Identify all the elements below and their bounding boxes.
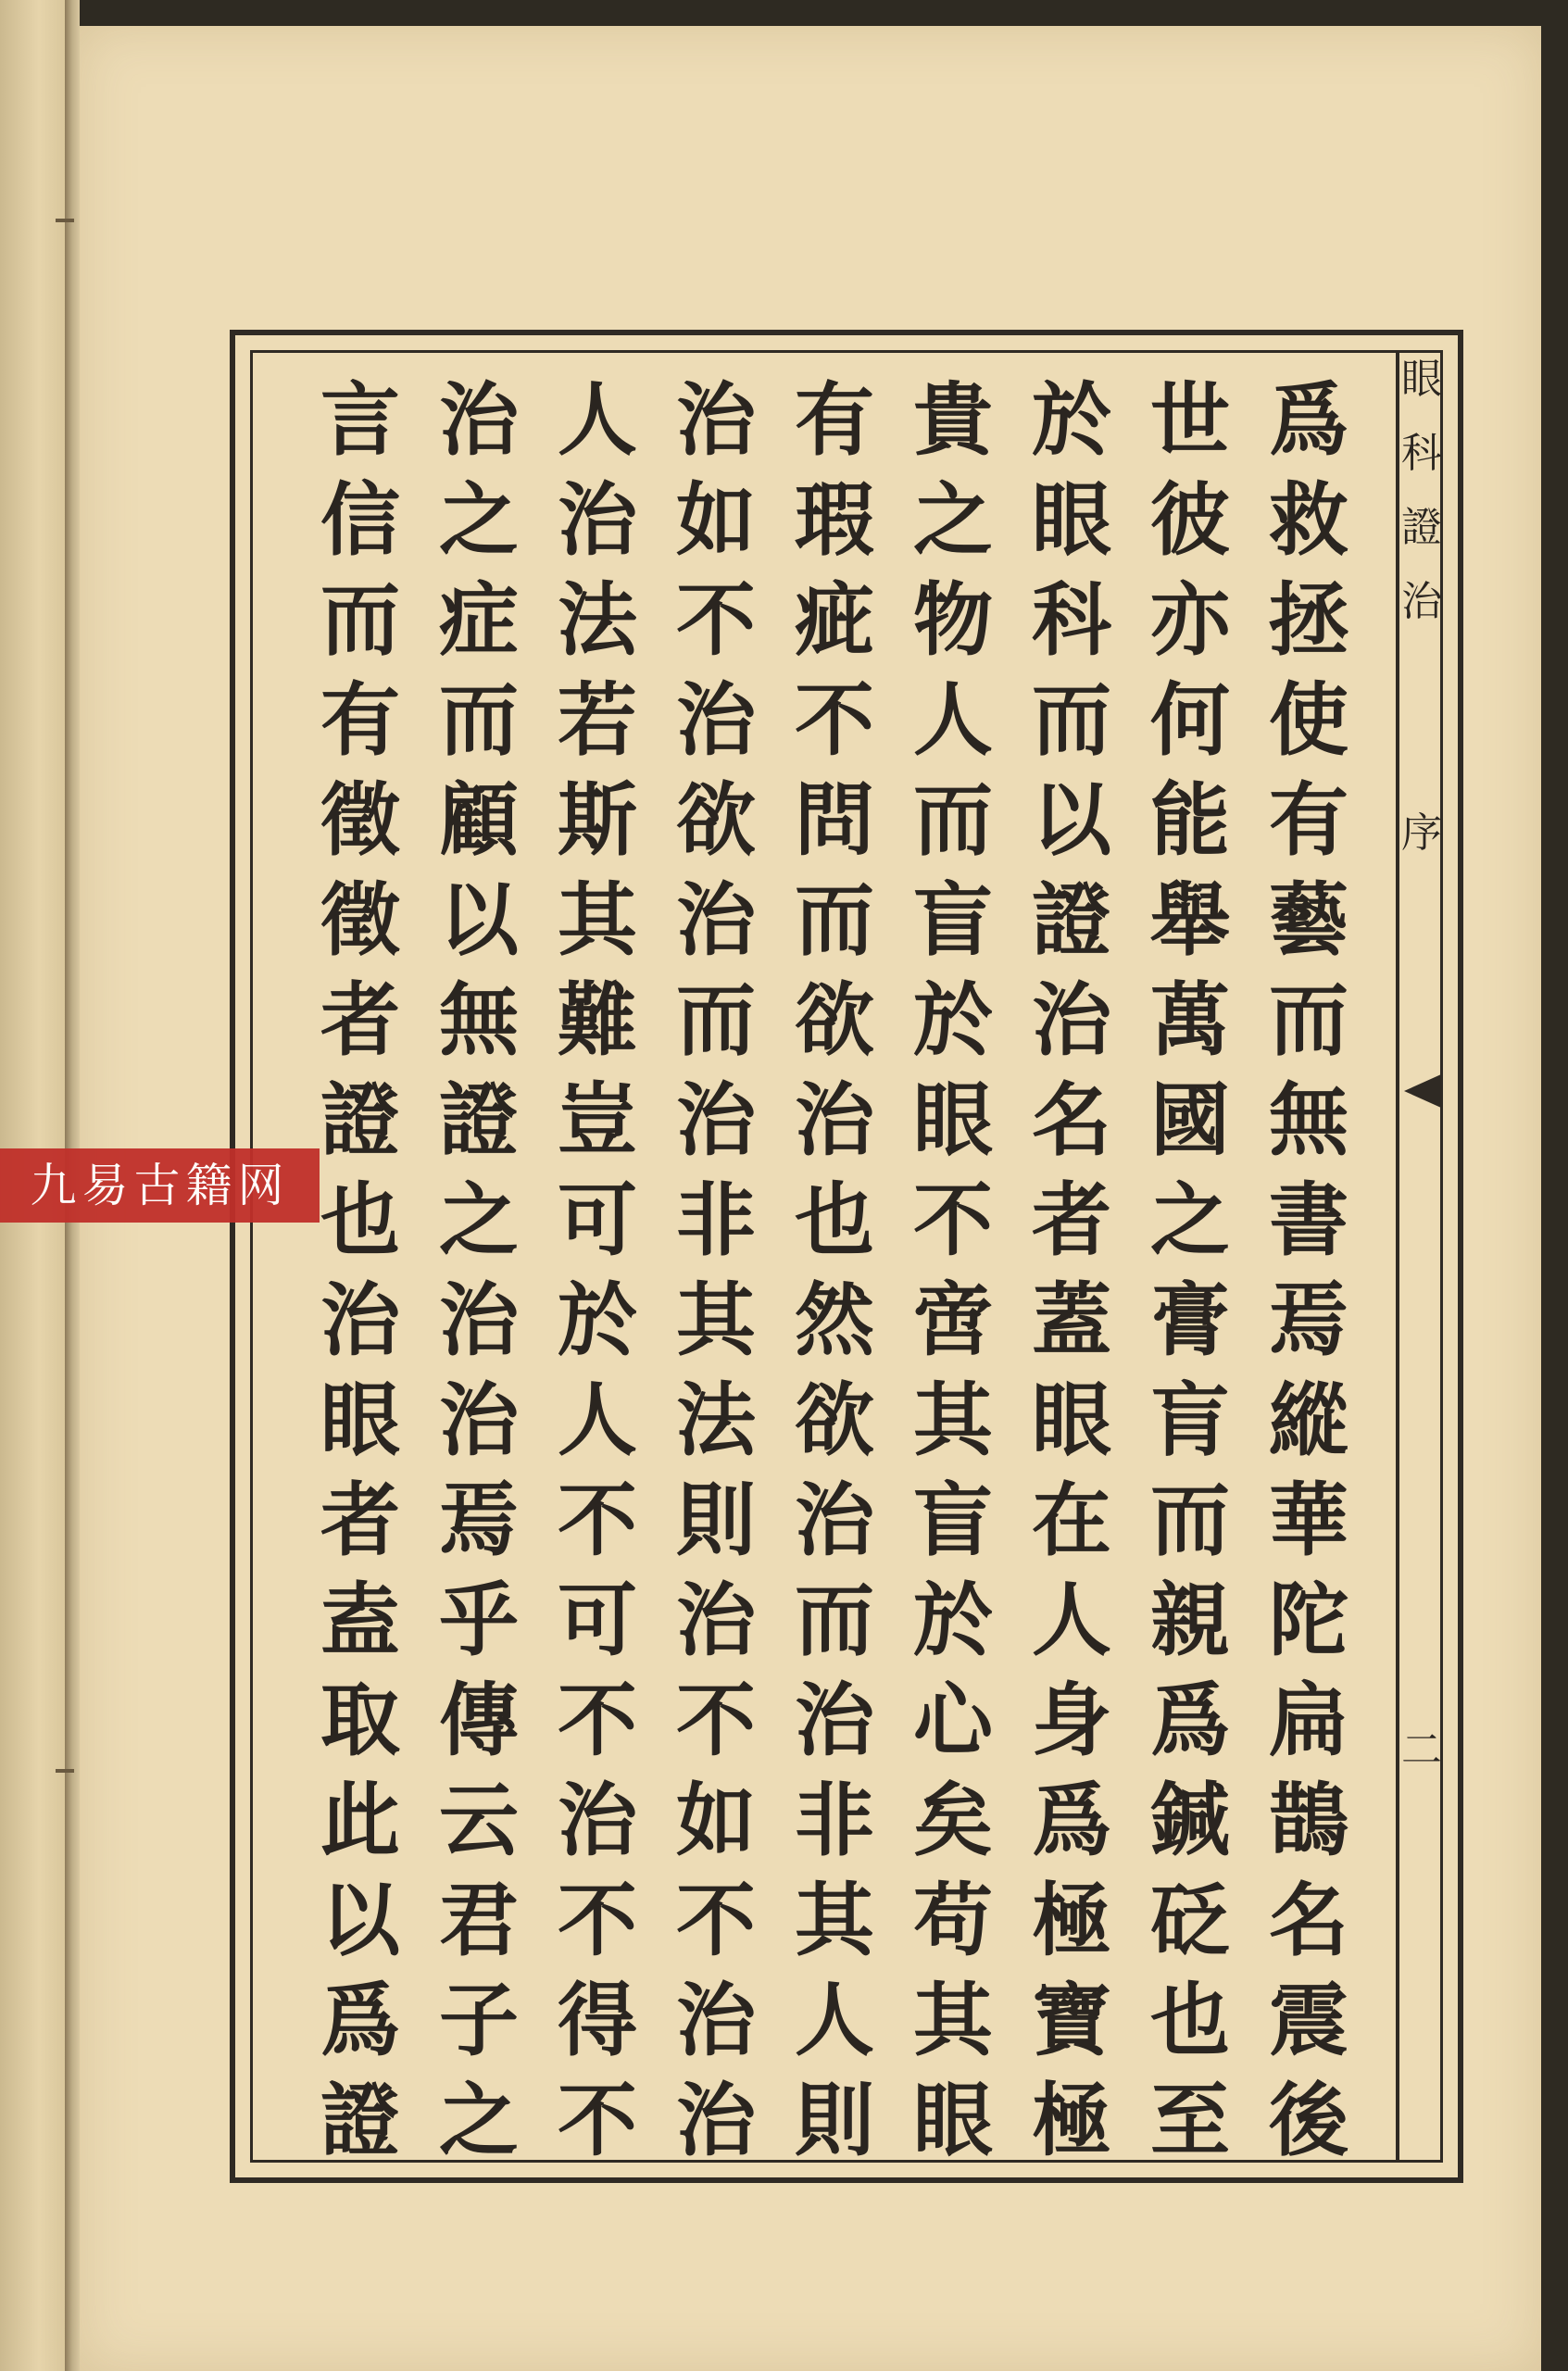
text-char: 欲 <box>795 1374 874 1467</box>
text-char: 縱 <box>1269 1374 1348 1467</box>
text-char: 瑕 <box>795 473 874 567</box>
text-char: 爲 <box>1032 1774 1111 1867</box>
text-char: 藝 <box>1269 873 1348 967</box>
text-char: 在 <box>1032 1474 1111 1567</box>
text-char: 治 <box>676 1073 756 1167</box>
text-char: 治 <box>676 373 756 467</box>
text-char: 治 <box>676 873 756 967</box>
text-char: 不 <box>913 1173 993 1267</box>
text-char: 顧 <box>439 773 519 867</box>
text-column <box>546 370 648 2167</box>
page-number: 二 <box>1401 1726 1442 1774</box>
text-char: 不 <box>558 1874 637 1967</box>
text-char: 可 <box>558 1173 637 1267</box>
text-char: 子 <box>439 1974 519 2067</box>
text-char: 眼 <box>913 2074 993 2167</box>
text-char: 人 <box>558 373 637 467</box>
text-char: 可 <box>558 1574 637 1667</box>
text-column <box>428 370 530 2167</box>
text-char: 症 <box>439 573 519 667</box>
text-char: 有 <box>1269 773 1348 867</box>
text-char: 其 <box>676 1273 756 1367</box>
text-char: 眼 <box>913 1073 993 1167</box>
text-char: 則 <box>676 1474 756 1567</box>
text-char: 焉 <box>439 1474 519 1567</box>
text-column <box>665 370 767 2167</box>
text-char: 彼 <box>1150 473 1230 567</box>
text-column <box>902 370 1004 2167</box>
text-char: 名 <box>1032 1073 1111 1167</box>
text-char: 盲 <box>913 1474 993 1567</box>
text-char: 人 <box>558 1374 637 1467</box>
text-char: 治 <box>795 1073 874 1167</box>
text-char: 而 <box>676 973 756 1067</box>
text-char: 徵 <box>320 773 400 867</box>
text-char: 拯 <box>1269 573 1348 667</box>
header-title-char: 證 <box>1401 504 1442 551</box>
text-char: 也 <box>320 1173 400 1267</box>
text-char: 極 <box>1032 2074 1111 2167</box>
text-char: 有 <box>795 373 874 467</box>
text-column <box>1258 370 1360 2167</box>
text-char: 如 <box>676 473 756 567</box>
text-char: 眼 <box>1032 1374 1111 1467</box>
text-char: 治 <box>439 373 519 467</box>
text-char: 此 <box>320 1774 400 1867</box>
header-title-char: 科 <box>1401 430 1442 477</box>
text-char: 以 <box>320 1874 400 1967</box>
binding-thread <box>56 219 74 222</box>
text-char: 治 <box>320 1273 400 1367</box>
text-char: 何 <box>1150 673 1230 767</box>
text-char: 震 <box>1269 1974 1348 2067</box>
text-char: 治 <box>676 1974 756 2067</box>
text-char: 言 <box>320 373 400 467</box>
text-char: 云 <box>439 1774 519 1867</box>
text-char: 矣 <box>913 1774 993 1867</box>
text-char: 於 <box>913 973 993 1067</box>
text-char: 治 <box>795 1474 874 1567</box>
text-char: 不 <box>795 673 874 767</box>
text-char: 而 <box>795 1574 874 1667</box>
text-char: 世 <box>1150 373 1230 467</box>
header-column-rule <box>1396 350 1399 2163</box>
text-char: 蓋 <box>1032 1273 1111 1367</box>
text-char: 而 <box>1269 973 1348 1067</box>
text-char: 人 <box>1032 1574 1111 1667</box>
text-char: 扁 <box>1269 1674 1348 1767</box>
text-column <box>1021 370 1123 2167</box>
text-char: 非 <box>676 1173 756 1267</box>
text-char: 不 <box>676 1674 756 1767</box>
text-column <box>1139 370 1241 2167</box>
text-char: 焉 <box>1269 1273 1348 1367</box>
text-char: 證 <box>1032 873 1111 967</box>
text-char: 而 <box>320 573 400 667</box>
text-char: 於 <box>558 1273 637 1367</box>
text-char: 治 <box>1032 973 1111 1067</box>
header-section: 序 <box>1401 809 1442 857</box>
binding-thread <box>56 1769 74 1773</box>
text-char: 不 <box>558 1674 637 1767</box>
text-char: 親 <box>1150 1574 1230 1667</box>
text-char: 鵲 <box>1269 1774 1348 1867</box>
text-char: 治 <box>439 1374 519 1467</box>
text-char: 有 <box>320 673 400 767</box>
text-char: 其 <box>558 873 637 967</box>
text-char: 物 <box>913 573 993 667</box>
text-char: 然 <box>795 1273 874 1367</box>
text-char: 至 <box>1150 2074 1230 2167</box>
text-char: 以 <box>1032 773 1111 867</box>
text-char: 法 <box>676 1374 756 1467</box>
text-char: 治 <box>439 1273 519 1367</box>
text-char: 之 <box>439 1173 519 1267</box>
text-char: 證 <box>439 1073 519 1167</box>
text-char: 國 <box>1150 1073 1230 1167</box>
text-char: 也 <box>1150 1974 1230 2067</box>
text-char: 啻 <box>913 1273 993 1367</box>
text-char: 華 <box>1269 1474 1348 1567</box>
text-char: 陀 <box>1269 1574 1348 1667</box>
text-char: 治 <box>795 1674 874 1767</box>
text-char: 者 <box>320 973 400 1067</box>
text-char: 治 <box>558 1774 637 1867</box>
text-char: 徵 <box>320 873 400 967</box>
text-char: 不 <box>558 1474 637 1567</box>
text-char: 不 <box>558 2074 637 2167</box>
text-char: 者 <box>1032 1173 1111 1267</box>
text-char: 無 <box>1269 1073 1348 1167</box>
text-char: 眼 <box>1032 473 1111 567</box>
header-title-char: 治 <box>1401 578 1442 625</box>
text-char: 取 <box>320 1674 400 1767</box>
text-char: 證 <box>320 2074 400 2167</box>
text-char: 眼 <box>320 1374 400 1467</box>
text-char: 而 <box>439 673 519 767</box>
text-char: 爲 <box>1150 1674 1230 1767</box>
text-char: 膏 <box>1150 1273 1230 1367</box>
text-char: 豈 <box>558 1073 637 1167</box>
text-char: 之 <box>1150 1173 1230 1267</box>
text-char: 肓 <box>1150 1374 1230 1467</box>
text-char: 砭 <box>1150 1874 1230 1967</box>
text-char: 之 <box>439 473 519 567</box>
text-char: 盲 <box>913 873 993 967</box>
text-char: 其 <box>913 1974 993 2067</box>
text-char: 後 <box>1269 2074 1348 2167</box>
text-char: 君 <box>439 1874 519 1967</box>
text-char: 如 <box>676 1774 756 1867</box>
fish-tail-mark <box>1404 1074 1441 1108</box>
text-char: 於 <box>913 1574 993 1667</box>
text-char: 名 <box>1269 1874 1348 1967</box>
text-char: 法 <box>558 573 637 667</box>
text-char: 書 <box>1269 1173 1348 1267</box>
text-char: 救 <box>1269 473 1348 567</box>
text-char: 以 <box>439 873 519 967</box>
text-char: 得 <box>558 1974 637 2067</box>
text-char: 而 <box>1150 1474 1230 1567</box>
text-char: 者 <box>320 1474 400 1567</box>
text-char: 不 <box>676 1874 756 1967</box>
running-header <box>1400 357 1443 2153</box>
text-char: 於 <box>1032 373 1111 467</box>
text-char: 之 <box>439 2074 519 2167</box>
text-char: 治 <box>676 2074 756 2167</box>
text-char: 而 <box>1032 673 1111 767</box>
text-char: 能 <box>1150 773 1230 867</box>
text-char: 苟 <box>913 1874 993 1967</box>
text-char: 欲 <box>676 773 756 867</box>
text-char: 亦 <box>1150 573 1230 667</box>
text-char: 問 <box>795 773 874 867</box>
text-char: 極 <box>1032 1874 1111 1967</box>
text-char: 而 <box>913 773 993 867</box>
text-char: 乎 <box>439 1574 519 1667</box>
text-char: 斯 <box>558 773 637 867</box>
text-char: 若 <box>558 673 637 767</box>
text-char: 傳 <box>439 1674 519 1767</box>
header-title-char: 眼 <box>1401 356 1442 403</box>
text-char: 難 <box>558 973 637 1067</box>
text-char: 萬 <box>1150 973 1230 1067</box>
text-char: 舉 <box>1150 873 1230 967</box>
text-char: 證 <box>320 1073 400 1167</box>
text-char: 非 <box>795 1774 874 1867</box>
text-char: 信 <box>320 473 400 567</box>
text-char: 治 <box>676 1574 756 1667</box>
text-char: 人 <box>913 673 993 767</box>
text-char: 科 <box>1032 573 1111 667</box>
text-char: 爲 <box>320 1974 400 2067</box>
text-char: 治 <box>676 673 756 767</box>
text-char: 寶 <box>1032 1974 1111 2067</box>
text-char: 無 <box>439 973 519 1067</box>
watermark-label: 九易古籍网 <box>0 1148 320 1223</box>
text-char: 治 <box>558 473 637 567</box>
text-char: 之 <box>913 473 993 567</box>
text-char: 其 <box>795 1874 874 1967</box>
text-char: 心 <box>913 1674 993 1767</box>
text-char: 盍 <box>320 1574 400 1667</box>
text-column <box>784 370 885 2167</box>
text-char: 疵 <box>795 573 874 667</box>
text-char: 人 <box>795 1974 874 2067</box>
text-char: 貴 <box>913 373 993 467</box>
text-char: 也 <box>795 1173 874 1267</box>
text-char: 不 <box>676 573 756 667</box>
text-char: 而 <box>795 873 874 967</box>
text-column <box>309 370 411 2167</box>
text-char: 則 <box>795 2074 874 2167</box>
text-char: 鍼 <box>1150 1774 1230 1867</box>
text-char: 爲 <box>1269 373 1348 467</box>
text-char: 其 <box>913 1374 993 1467</box>
text-char: 身 <box>1032 1674 1111 1767</box>
text-char: 欲 <box>795 973 874 1067</box>
text-char: 使 <box>1269 673 1348 767</box>
